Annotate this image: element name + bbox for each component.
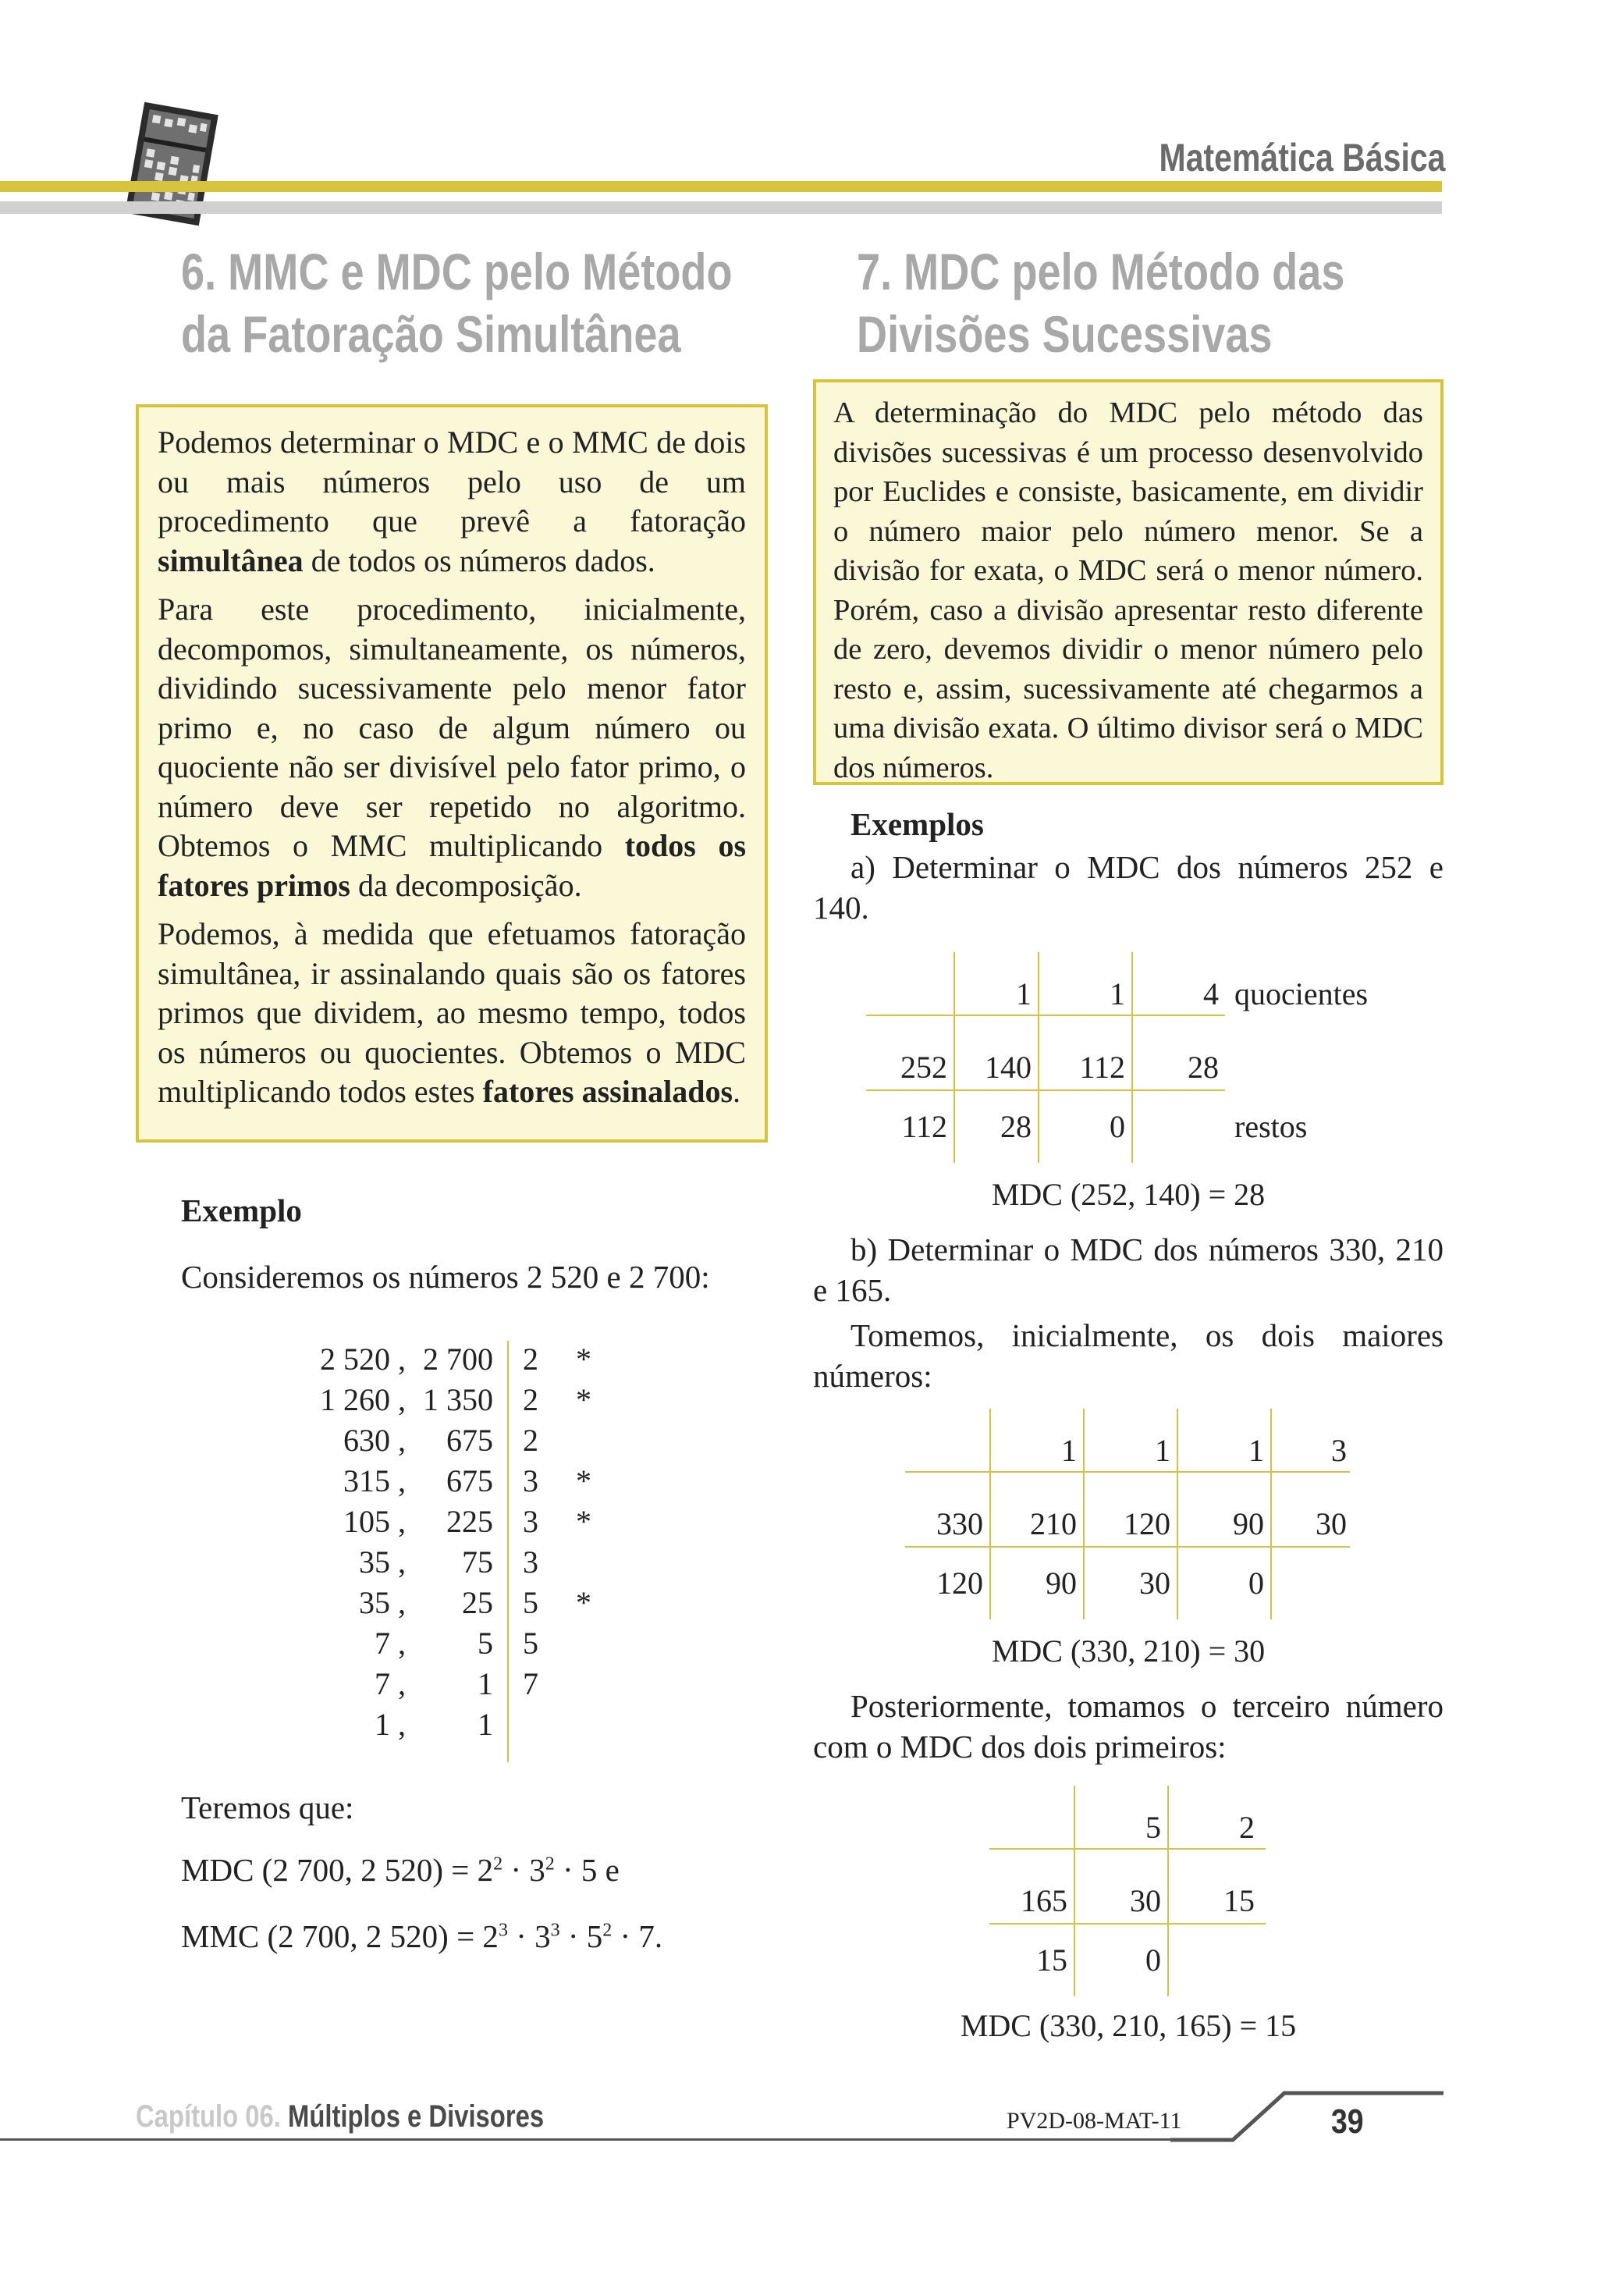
grid-a-remainder: 112 xyxy=(901,1109,947,1144)
factor-row-prime: 5 xyxy=(523,1585,538,1620)
factor-row-first: 1 260 , xyxy=(320,1382,406,1417)
factor-row-prime: 2 xyxy=(523,1423,538,1458)
factor-row-first: 35 , xyxy=(359,1585,406,1620)
grid-b-quotient: 1 xyxy=(1248,1433,1264,1468)
header-rule-yellow xyxy=(0,181,1442,192)
factor-divider xyxy=(507,1341,509,1762)
example-intro: Consideremos os números 2 520 e 2 700: xyxy=(181,1259,710,1295)
grid-b-number: 120 xyxy=(1124,1506,1170,1541)
euclid-grid-c xyxy=(989,1786,1270,1996)
grid-b-remainder: 0 xyxy=(1248,1566,1264,1601)
section-6-title-line1: 6. MMC e MDC pelo Método xyxy=(181,243,733,300)
factor-row-second: 2 700 xyxy=(423,1342,493,1377)
factor-row-first: 105 , xyxy=(343,1504,406,1539)
factor-row-prime: 7 xyxy=(523,1666,538,1701)
section-6-title-line2: da Fatoração Simultânea xyxy=(181,305,681,363)
grid-c-remainder: 0 xyxy=(1145,1942,1161,1978)
box7-paragraph: A determinação do MDC pelo método das divisões sucessivas é um processo desenvolvido por Euclides e consiste, basicamente, em dividir o número maior pelo número menor. Se a divisão for exata, o MDC será o menor número. Porém, caso a divisão apresentar resto diferente de zero, devemos dividir o menor número pelo resto e, assim, sucessivamente até chegarmos a uma divisão exata. O último divisor será o MDC dos números. xyxy=(833,396,1423,784)
grid-b-quotient: 1 xyxy=(1155,1433,1170,1468)
grid-b-remainder: 90 xyxy=(1046,1566,1077,1601)
factor-row-second: 675 xyxy=(446,1423,493,1458)
factor-row-first: 2 520 , xyxy=(320,1342,406,1377)
grid-b-number: 30 xyxy=(1316,1506,1347,1541)
grid-a-number: 112 xyxy=(1079,1050,1125,1085)
factor-row-mark: * xyxy=(576,1463,591,1498)
mmc-result-left: MMC (2 700, 2 $520) = 2^3 \cdot 3^3 \cdot 5^2 \cdot 7$. xyxy=(181,1918,663,1954)
grid-c-number: 15 xyxy=(1223,1883,1255,1918)
grid-a-quotient: 1 xyxy=(1016,976,1032,1011)
box6-paragraph-2: Para este procedimento, inicialmente, decompomos, simultaneamente, os números, dividindo sucessivamente pelo menor fator primo e, no caso de algum número ou quociente não ser divisível pelo fator primo, o número deve ser repetido no algoritmo. Obtemos o MMC multiplicando todos os fatores primos da decomposição. xyxy=(158,592,747,903)
teremos-label: Teremos que: xyxy=(181,1790,354,1825)
grid-b-quotient: 1 xyxy=(1061,1433,1077,1468)
factor-row-mark: * xyxy=(576,1585,591,1620)
remainders-label: restos xyxy=(1234,1109,1308,1144)
factor-row-prime: 3 xyxy=(523,1504,538,1539)
grid-b-number: 90 xyxy=(1233,1506,1264,1541)
footer-corner-decoration xyxy=(1170,2090,1451,2152)
theory-box-6 xyxy=(136,404,768,1143)
quotients-label: quocientes xyxy=(1234,976,1369,1011)
header-rule-gray xyxy=(0,201,1442,214)
chapter-name: Múltiplos e Divisores xyxy=(287,2099,544,2134)
grid-a-number: 252 xyxy=(900,1050,947,1085)
result-b: MDC (330, 210) = 30 xyxy=(991,1633,1266,1669)
header-title: Matemática Básica xyxy=(1159,136,1445,179)
factor-row-first: 35 , xyxy=(359,1544,406,1580)
grid-a-number: 28 xyxy=(1188,1050,1219,1085)
example-a-text: a) Determinar o MDC dos números 252 e 140. xyxy=(813,849,1444,926)
factor-row-first: 630 , xyxy=(343,1423,406,1458)
grid-b-remainder: 120 xyxy=(936,1566,983,1601)
grid-a-quotient: 1 xyxy=(1110,976,1125,1011)
page-number: 39 xyxy=(1331,2102,1364,2141)
factor-row-mark: * xyxy=(576,1382,591,1417)
theory-box-7 xyxy=(813,379,1444,785)
section-7-title-line1: 7. MDC pelo Método das xyxy=(857,243,1345,300)
grid-c-remainder: 15 xyxy=(1036,1942,1067,1978)
box6-paragraph-1: Podemos determinar o MDC e o MMC de dois ou mais números pelo uso de um procedimento que prevê a fatoração simultânea de todos os números dados. xyxy=(158,425,746,578)
examples-heading: Exemplos xyxy=(850,806,984,842)
factor-row-first: 1 , xyxy=(375,1707,406,1742)
grid-a-hline-2 xyxy=(866,1089,1225,1091)
box6-paragraph-3: Podemos, à medida que efetuamos fatoração simultânea, ir assinalando quais são os fatores primos que dividem, ao mesmo tempo, todos os números ou quocientes. Obtemos o MDC multiplicando todos estes fatores assinalados. xyxy=(158,916,746,1109)
factor-row-first: 315 , xyxy=(343,1463,406,1498)
factor-row-second: 225 xyxy=(446,1504,493,1539)
example-b-text-3: Posteriormente, tomamos o terceiro número com o MDC dos dois primeiros: xyxy=(813,1688,1444,1765)
factor-row-prime: 3 xyxy=(523,1463,538,1498)
grid-c-hline-2 xyxy=(989,1923,1266,1925)
factor-row-second: 1 350 xyxy=(423,1382,493,1417)
factor-row-prime: 5 xyxy=(523,1626,538,1661)
example-b-text: b) Determinar o MDC dos números 330, 210 e 165. xyxy=(813,1232,1444,1308)
grid-b-number: 330 xyxy=(936,1506,983,1541)
factor-row-second: 75 xyxy=(462,1544,493,1580)
factor-row-prime: 3 xyxy=(523,1544,538,1580)
factor-row-first: 7 , xyxy=(375,1626,406,1661)
grid-b-remainder: 30 xyxy=(1139,1566,1170,1601)
grid-a-quotient: 4 xyxy=(1203,976,1219,1011)
euclid-grid-b xyxy=(905,1409,1404,1619)
factor-row-mark: * xyxy=(576,1504,591,1539)
factor-row-second: 675 xyxy=(446,1463,493,1498)
factor-row-prime: 2 xyxy=(523,1342,538,1377)
grid-c-quotient: 5 xyxy=(1145,1810,1161,1845)
factor-row-first: 7 , xyxy=(375,1666,406,1701)
factor-row-mark: * xyxy=(576,1342,591,1377)
result-a: MDC (252, 140) = 28 xyxy=(991,1177,1266,1212)
factor-row-second: 1 xyxy=(478,1707,493,1742)
euclid-grid-a xyxy=(866,952,1428,1163)
grid-a-number: 140 xyxy=(985,1050,1032,1085)
grid-c-hline-1 xyxy=(989,1848,1266,1850)
factor-row-second: 1 xyxy=(478,1666,493,1701)
grid-c-number: 30 xyxy=(1130,1883,1161,1918)
grid-a-remainder: 28 xyxy=(1000,1109,1032,1144)
example-b-text-2: Tomemos, inicialmente, os dois maiores números: xyxy=(813,1317,1444,1394)
section-7-title-line2: Divisões Sucessivas xyxy=(857,305,1273,363)
example-heading: Exemplo xyxy=(181,1192,302,1228)
grid-c-number: 165 xyxy=(1021,1883,1067,1918)
grid-a-remainder: 0 xyxy=(1110,1109,1125,1144)
factorization-table xyxy=(281,1341,609,1762)
factor-row-second: 25 xyxy=(462,1585,493,1620)
grid-b-hline-2 xyxy=(905,1546,1350,1548)
factor-row-prime: 2 xyxy=(523,1382,538,1417)
grid-b-quotient: 3 xyxy=(1331,1433,1347,1468)
mdc-result-left: MDC (2 700, 2 $520) = 2^2 \cdot 3^2 \cdot 5$ e xyxy=(181,1852,620,1888)
grid-b-number: 210 xyxy=(1030,1506,1077,1541)
grid-b-hline-1 xyxy=(905,1471,1350,1473)
footer-chapter xyxy=(136,2098,600,2135)
grid-c-quotient: 2 xyxy=(1239,1810,1255,1845)
chapter-prefix: Capítulo 06. xyxy=(136,2099,281,2134)
footer-rule xyxy=(0,2138,1217,2141)
grid-a-hline-1 xyxy=(866,1015,1225,1016)
factor-row-second: 5 xyxy=(478,1626,493,1661)
footer-code: PV2D-08-MAT-11 xyxy=(1007,2108,1182,2134)
result-c: MDC (330, 210, 165) = 15 xyxy=(960,2008,1297,2043)
